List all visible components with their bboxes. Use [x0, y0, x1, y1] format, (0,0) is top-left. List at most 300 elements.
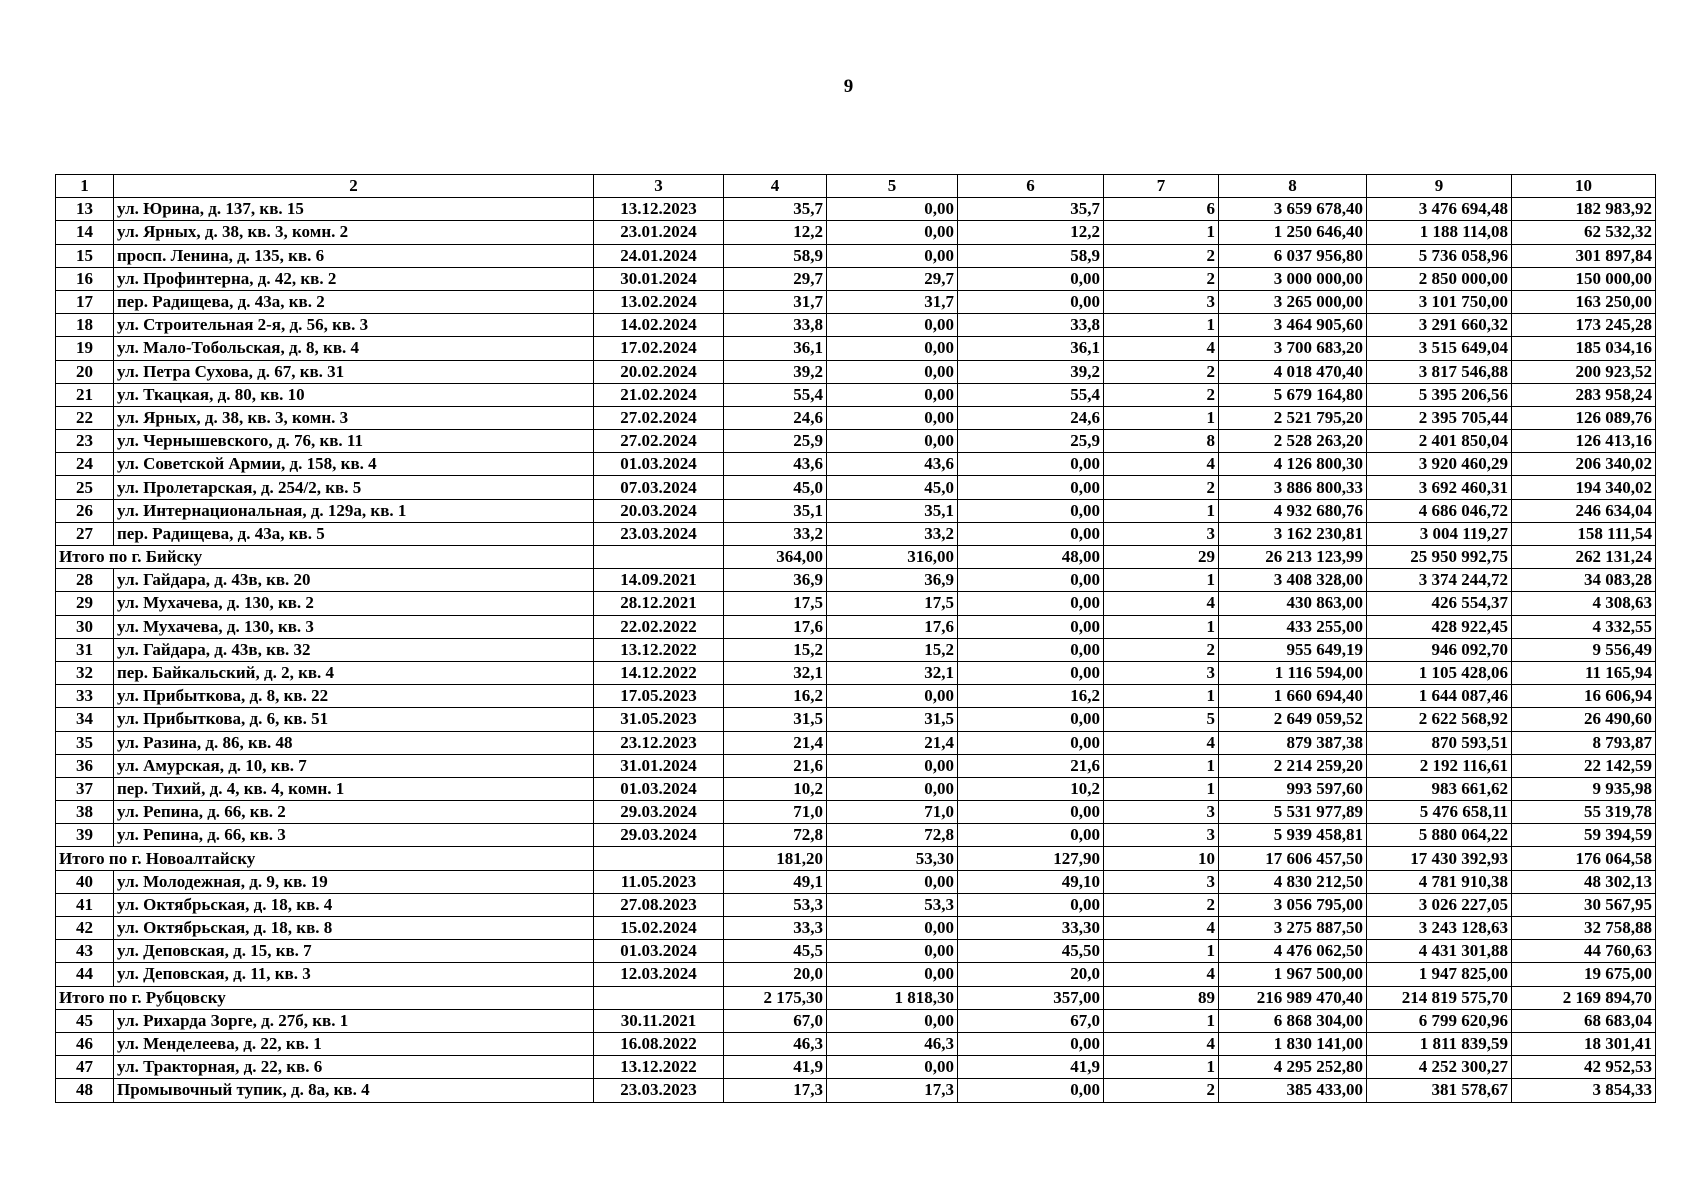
column-header: 6	[958, 175, 1104, 198]
amount-col9-cell: 4 431 301,88	[1367, 940, 1512, 963]
amount-col9-cell: 983 661,62	[1367, 777, 1512, 800]
address-cell: ул. Молодежная, д. 9, кв. 19	[114, 870, 594, 893]
row-number-cell: 42	[56, 917, 114, 940]
amount-col9-cell: 426 554,37	[1367, 592, 1512, 615]
date-cell: 30.01.2024	[594, 267, 724, 290]
row-number-cell: 47	[56, 1056, 114, 1079]
column-header: 2	[114, 175, 594, 198]
table-row	[56, 893, 1656, 916]
count-cell: 2	[1104, 638, 1219, 661]
amount-col10-cell: 11 165,94	[1512, 661, 1656, 684]
count-cell: 1	[1104, 406, 1219, 429]
amount-col9-cell: 2 622 568,92	[1367, 708, 1512, 731]
area-col6-cell: 33,8	[958, 314, 1104, 337]
area-total-cell: 72,8	[724, 824, 827, 847]
amount-col8-cell: 4 295 252,80	[1219, 1056, 1367, 1079]
count-cell: 2	[1104, 244, 1219, 267]
area-col6-cell: 67,0	[958, 1009, 1104, 1032]
address-cell: ул. Деповская, д. 11, кв. 3	[114, 963, 594, 986]
address-cell: ул. Петра Сухова, д. 67, кв. 31	[114, 360, 594, 383]
area-col6-cell: 0,00	[958, 267, 1104, 290]
table-row	[56, 290, 1656, 313]
amount-col9-cell: 3 291 660,32	[1367, 314, 1512, 337]
area-total-cell: 35,7	[724, 198, 827, 221]
date-cell: 17.02.2024	[594, 337, 724, 360]
table-row	[56, 801, 1656, 824]
area-col6-cell: 0,00	[958, 569, 1104, 592]
amount-col10-cell: 68 683,04	[1512, 1009, 1656, 1032]
amount-col8-cell: 3 000 000,00	[1219, 267, 1367, 290]
count-cell: 3	[1104, 801, 1219, 824]
count-cell: 1	[1104, 1009, 1219, 1032]
area-col5-cell: 17,5	[827, 592, 958, 615]
count-cell: 8	[1104, 430, 1219, 453]
amount-col8-cell: 2 214 259,20	[1219, 754, 1367, 777]
table-row	[56, 406, 1656, 429]
date-cell: 31.01.2024	[594, 754, 724, 777]
amount-col10-cell: 185 034,16	[1512, 337, 1656, 360]
amount-col9-cell: 5 736 058,96	[1367, 244, 1512, 267]
address-cell: ул. Чернышевского, д. 76, кв. 11	[114, 430, 594, 453]
area-col6-cell: 0,00	[958, 290, 1104, 313]
address-cell: ул. Мало-Тобольская, д. 8, кв. 4	[114, 337, 594, 360]
table-row	[56, 569, 1656, 592]
table-body	[56, 175, 1656, 1103]
amount-col9-cell: 381 578,67	[1367, 1079, 1512, 1102]
amount-col9-cell: 1 947 825,00	[1367, 963, 1512, 986]
amount-col9-cell: 2 401 850,04	[1367, 430, 1512, 453]
amount-col9-cell: 4 781 910,38	[1367, 870, 1512, 893]
column-number-header-row	[56, 175, 1656, 198]
amount-col10-cell: 18 301,41	[1512, 1032, 1656, 1055]
area-total-cell: 21,4	[724, 731, 827, 754]
subtotal-amount-col9: 25 950 992,75	[1367, 546, 1512, 569]
row-number-cell: 39	[56, 824, 114, 847]
area-col5-cell: 0,00	[827, 870, 958, 893]
address-cell: ул. Гайдара, д. 43в, кв. 20	[114, 569, 594, 592]
row-number-cell: 27	[56, 522, 114, 545]
area-col6-cell: 0,00	[958, 801, 1104, 824]
row-number-cell: 20	[56, 360, 114, 383]
area-col6-cell: 36,1	[958, 337, 1104, 360]
date-cell: 30.11.2021	[594, 1009, 724, 1032]
area-col6-cell: 24,6	[958, 406, 1104, 429]
subtotal-row	[56, 986, 1656, 1009]
count-cell: 1	[1104, 499, 1219, 522]
subtotal-count: 10	[1104, 847, 1219, 870]
table-row	[56, 870, 1656, 893]
table-row	[56, 824, 1656, 847]
address-cell: ул. Пролетарская, д. 254/2, кв. 5	[114, 476, 594, 499]
area-col5-cell: 53,3	[827, 893, 958, 916]
count-cell: 2	[1104, 893, 1219, 916]
column-header: 5	[827, 175, 958, 198]
row-number-cell: 15	[56, 244, 114, 267]
amount-col10-cell: 55 319,78	[1512, 801, 1656, 824]
amount-col10-cell: 4 308,63	[1512, 592, 1656, 615]
date-cell: 31.05.2023	[594, 708, 724, 731]
amount-col9-cell: 870 593,51	[1367, 731, 1512, 754]
row-number-cell: 40	[56, 870, 114, 893]
date-cell: 01.03.2024	[594, 940, 724, 963]
row-number-cell: 14	[56, 221, 114, 244]
area-col5-cell: 71,0	[827, 801, 958, 824]
amount-col10-cell: 194 340,02	[1512, 476, 1656, 499]
date-cell: 07.03.2024	[594, 476, 724, 499]
amount-col9-cell: 1 644 087,46	[1367, 685, 1512, 708]
amount-col10-cell: 9 935,98	[1512, 777, 1656, 800]
row-number-cell: 28	[56, 569, 114, 592]
area-total-cell: 10,2	[724, 777, 827, 800]
address-cell: ул. Интернациональная, д. 129а, кв. 1	[114, 499, 594, 522]
row-number-cell: 41	[56, 893, 114, 916]
count-cell: 3	[1104, 824, 1219, 847]
amount-col10-cell: 48 302,13	[1512, 870, 1656, 893]
table-row	[56, 708, 1656, 731]
count-cell: 3	[1104, 870, 1219, 893]
subtotal-area-col6: 48,00	[958, 546, 1104, 569]
subtotal-amount-col9: 214 819 575,70	[1367, 986, 1512, 1009]
amount-col8-cell: 993 597,60	[1219, 777, 1367, 800]
address-cell: ул. Ярных, д. 38, кв. 3, комн. 3	[114, 406, 594, 429]
table-row	[56, 917, 1656, 940]
date-cell: 23.03.2023	[594, 1079, 724, 1102]
date-cell: 27.02.2024	[594, 430, 724, 453]
amount-col9-cell: 3 476 694,48	[1367, 198, 1512, 221]
address-cell: пер. Тихий, д. 4, кв. 4, комн. 1	[114, 777, 594, 800]
amount-col10-cell: 150 000,00	[1512, 267, 1656, 290]
column-header: 1	[56, 175, 114, 198]
amount-col9-cell: 2 850 000,00	[1367, 267, 1512, 290]
amount-col8-cell: 1 967 500,00	[1219, 963, 1367, 986]
amount-col9-cell: 2 395 705,44	[1367, 406, 1512, 429]
area-col5-cell: 0,00	[827, 917, 958, 940]
amount-col10-cell: 3 854,33	[1512, 1079, 1656, 1102]
row-number-cell: 32	[56, 661, 114, 684]
row-number-cell: 26	[56, 499, 114, 522]
area-col6-cell: 0,00	[958, 615, 1104, 638]
count-cell: 3	[1104, 290, 1219, 313]
area-total-cell: 39,2	[724, 360, 827, 383]
area-total-cell: 67,0	[724, 1009, 827, 1032]
subtotal-area-col5: 316,00	[827, 546, 958, 569]
count-cell: 2	[1104, 1079, 1219, 1102]
amount-col9-cell: 4 252 300,27	[1367, 1056, 1512, 1079]
address-cell: ул. Юрина, д. 137, кв. 15	[114, 198, 594, 221]
amount-col9-cell: 3 920 460,29	[1367, 453, 1512, 476]
amount-col9-cell: 3 817 546,88	[1367, 360, 1512, 383]
amount-col10-cell: 301 897,84	[1512, 244, 1656, 267]
area-col6-cell: 0,00	[958, 453, 1104, 476]
area-col5-cell: 0,00	[827, 1009, 958, 1032]
date-cell: 27.02.2024	[594, 406, 724, 429]
area-col5-cell: 32,1	[827, 661, 958, 684]
area-total-cell: 35,1	[724, 499, 827, 522]
area-total-cell: 31,5	[724, 708, 827, 731]
area-total-cell: 25,9	[724, 430, 827, 453]
area-col5-cell: 0,00	[827, 406, 958, 429]
table-row	[56, 337, 1656, 360]
date-cell: 13.12.2022	[594, 1056, 724, 1079]
amount-col10-cell: 163 250,00	[1512, 290, 1656, 313]
area-total-cell: 46,3	[724, 1032, 827, 1055]
area-total-cell: 17,3	[724, 1079, 827, 1102]
area-col6-cell: 25,9	[958, 430, 1104, 453]
date-cell: 29.03.2024	[594, 801, 724, 824]
address-cell: пер. Радищева, д. 43а, кв. 5	[114, 522, 594, 545]
amount-col8-cell: 3 408 328,00	[1219, 569, 1367, 592]
amount-col9-cell: 6 799 620,96	[1367, 1009, 1512, 1032]
area-total-cell: 15,2	[724, 638, 827, 661]
row-number-cell: 31	[56, 638, 114, 661]
area-col6-cell: 58,9	[958, 244, 1104, 267]
amount-col8-cell: 3 464 905,60	[1219, 314, 1367, 337]
date-cell: 20.03.2024	[594, 499, 724, 522]
amount-col9-cell: 3 515 649,04	[1367, 337, 1512, 360]
area-col6-cell: 41,9	[958, 1056, 1104, 1079]
column-header: 4	[724, 175, 827, 198]
area-total-cell: 55,4	[724, 383, 827, 406]
date-cell: 20.02.2024	[594, 360, 724, 383]
amount-col10-cell: 30 567,95	[1512, 893, 1656, 916]
subtotal-row	[56, 546, 1656, 569]
area-col5-cell: 0,00	[827, 198, 958, 221]
amount-col8-cell: 4 018 470,40	[1219, 360, 1367, 383]
table-row	[56, 963, 1656, 986]
date-cell: 13.02.2024	[594, 290, 724, 313]
address-cell: ул. Деповская, д. 15, кв. 7	[114, 940, 594, 963]
date-cell: 22.02.2022	[594, 615, 724, 638]
area-total-cell: 20,0	[724, 963, 827, 986]
subtotal-area-total: 2 175,30	[724, 986, 827, 1009]
date-cell: 21.02.2024	[594, 383, 724, 406]
amount-col8-cell: 3 886 800,33	[1219, 476, 1367, 499]
address-cell: ул. Тракторная, д. 22, кв. 6	[114, 1056, 594, 1079]
row-number-cell: 34	[56, 708, 114, 731]
area-col6-cell: 0,00	[958, 592, 1104, 615]
address-cell: ул. Амурская, д. 10, кв. 7	[114, 754, 594, 777]
amount-col8-cell: 5 679 164,80	[1219, 383, 1367, 406]
amount-col10-cell: 126 089,76	[1512, 406, 1656, 429]
amount-col9-cell: 5 880 064,22	[1367, 824, 1512, 847]
table-row	[56, 777, 1656, 800]
area-total-cell: 41,9	[724, 1056, 827, 1079]
address-cell: ул. Профинтерна, д. 42, кв. 2	[114, 267, 594, 290]
subtotal-area-col5: 1 818,30	[827, 986, 958, 1009]
amount-col10-cell: 246 634,04	[1512, 499, 1656, 522]
row-number-cell: 13	[56, 198, 114, 221]
amount-col10-cell: 26 490,60	[1512, 708, 1656, 731]
address-cell: пер. Радищева, д. 43а, кв. 2	[114, 290, 594, 313]
date-cell: 17.05.2023	[594, 685, 724, 708]
address-cell: ул. Строительная 2-я, д. 56, кв. 3	[114, 314, 594, 337]
area-total-cell: 33,8	[724, 314, 827, 337]
area-total-cell: 31,7	[724, 290, 827, 313]
address-cell: ул. Ярных, д. 38, кв. 3, комн. 2	[114, 221, 594, 244]
table-row	[56, 430, 1656, 453]
count-cell: 4	[1104, 1032, 1219, 1055]
amount-col8-cell: 433 255,00	[1219, 615, 1367, 638]
row-number-cell: 19	[56, 337, 114, 360]
amount-col8-cell: 1 830 141,00	[1219, 1032, 1367, 1055]
table-row	[56, 221, 1656, 244]
count-cell: 4	[1104, 453, 1219, 476]
table-row	[56, 453, 1656, 476]
subtotal-label: Итого по г. Бийску	[56, 546, 594, 569]
area-total-cell: 33,2	[724, 522, 827, 545]
subtotal-amount-col9: 17 430 392,93	[1367, 847, 1512, 870]
amount-col8-cell: 4 126 800,30	[1219, 453, 1367, 476]
area-col5-cell: 0,00	[827, 754, 958, 777]
subtotal-date	[594, 847, 724, 870]
area-col5-cell: 0,00	[827, 940, 958, 963]
area-col5-cell: 31,5	[827, 708, 958, 731]
area-col6-cell: 12,2	[958, 221, 1104, 244]
date-cell: 28.12.2021	[594, 592, 724, 615]
area-total-cell: 36,1	[724, 337, 827, 360]
column-header: 9	[1367, 175, 1512, 198]
area-col5-cell: 0,00	[827, 221, 958, 244]
amount-col10-cell: 206 340,02	[1512, 453, 1656, 476]
area-col6-cell: 35,7	[958, 198, 1104, 221]
area-col6-cell: 49,10	[958, 870, 1104, 893]
area-col6-cell: 21,6	[958, 754, 1104, 777]
subtotal-area-col6: 357,00	[958, 986, 1104, 1009]
row-number-cell: 17	[56, 290, 114, 313]
row-number-cell: 18	[56, 314, 114, 337]
column-header: 3	[594, 175, 724, 198]
area-total-cell: 33,3	[724, 917, 827, 940]
amount-col9-cell: 3 692 460,31	[1367, 476, 1512, 499]
count-cell: 1	[1104, 754, 1219, 777]
row-number-cell: 43	[56, 940, 114, 963]
area-col5-cell: 17,3	[827, 1079, 958, 1102]
area-total-cell: 24,6	[724, 406, 827, 429]
address-cell: просп. Ленина, д. 135, кв. 6	[114, 244, 594, 267]
count-cell: 3	[1104, 661, 1219, 684]
subtotal-amount-col8: 216 989 470,40	[1219, 986, 1367, 1009]
area-col5-cell: 15,2	[827, 638, 958, 661]
row-number-cell: 48	[56, 1079, 114, 1102]
count-cell: 3	[1104, 522, 1219, 545]
row-number-cell: 16	[56, 267, 114, 290]
table-row	[56, 615, 1656, 638]
area-col6-cell: 10,2	[958, 777, 1104, 800]
amount-col9-cell: 5 476 658,11	[1367, 801, 1512, 824]
area-col6-cell: 33,30	[958, 917, 1104, 940]
table-row	[56, 940, 1656, 963]
area-col6-cell: 0,00	[958, 824, 1104, 847]
count-cell: 2	[1104, 383, 1219, 406]
amount-col10-cell: 283 958,24	[1512, 383, 1656, 406]
area-col5-cell: 36,9	[827, 569, 958, 592]
address-cell: ул. Прибыткова, д. 8, кв. 22	[114, 685, 594, 708]
area-col5-cell: 29,7	[827, 267, 958, 290]
area-col5-cell: 0,00	[827, 314, 958, 337]
amount-col9-cell: 428 922,45	[1367, 615, 1512, 638]
count-cell: 4	[1104, 337, 1219, 360]
amount-col10-cell: 62 532,32	[1512, 221, 1656, 244]
count-cell: 1	[1104, 314, 1219, 337]
table-row	[56, 1032, 1656, 1055]
amount-col8-cell: 6 037 956,80	[1219, 244, 1367, 267]
amount-col8-cell: 6 868 304,00	[1219, 1009, 1367, 1032]
amount-col8-cell: 3 659 678,40	[1219, 198, 1367, 221]
table-row	[56, 1056, 1656, 1079]
count-cell: 4	[1104, 731, 1219, 754]
row-number-cell: 45	[56, 1009, 114, 1032]
table-row	[56, 638, 1656, 661]
row-number-cell: 33	[56, 685, 114, 708]
subtotal-label: Итого по г. Новоалтайску	[56, 847, 594, 870]
count-cell: 1	[1104, 777, 1219, 800]
date-cell: 13.12.2023	[594, 198, 724, 221]
count-cell: 1	[1104, 1056, 1219, 1079]
amount-col8-cell: 3 056 795,00	[1219, 893, 1367, 916]
row-number-cell: 38	[56, 801, 114, 824]
count-cell: 6	[1104, 198, 1219, 221]
amount-col10-cell: 59 394,59	[1512, 824, 1656, 847]
amount-col10-cell: 158 111,54	[1512, 522, 1656, 545]
amount-col8-cell: 955 649,19	[1219, 638, 1367, 661]
count-cell: 4	[1104, 592, 1219, 615]
area-total-cell: 17,6	[724, 615, 827, 638]
count-cell: 1	[1104, 940, 1219, 963]
subtotal-area-total: 181,20	[724, 847, 827, 870]
count-cell: 1	[1104, 221, 1219, 244]
subtotal-amount-col10: 262 131,24	[1512, 546, 1656, 569]
amount-col8-cell: 2 521 795,20	[1219, 406, 1367, 429]
amount-col8-cell: 5 531 977,89	[1219, 801, 1367, 824]
amount-col8-cell: 385 433,00	[1219, 1079, 1367, 1102]
date-cell: 01.03.2024	[594, 777, 724, 800]
date-cell: 24.01.2024	[594, 244, 724, 267]
subtotal-count: 29	[1104, 546, 1219, 569]
date-cell: 01.03.2024	[594, 453, 724, 476]
area-total-cell: 71,0	[724, 801, 827, 824]
row-number-cell: 22	[56, 406, 114, 429]
area-col5-cell: 21,4	[827, 731, 958, 754]
amount-col10-cell: 126 413,16	[1512, 430, 1656, 453]
area-col6-cell: 0,00	[958, 731, 1104, 754]
area-col6-cell: 0,00	[958, 522, 1104, 545]
amount-col9-cell: 3 101 750,00	[1367, 290, 1512, 313]
column-header: 8	[1219, 175, 1367, 198]
table-row	[56, 267, 1656, 290]
amount-col10-cell: 16 606,94	[1512, 685, 1656, 708]
address-cell: ул. Репина, д. 66, кв. 2	[114, 801, 594, 824]
area-col5-cell: 17,6	[827, 615, 958, 638]
subtotal-row	[56, 847, 1656, 870]
amount-col8-cell: 3 700 683,20	[1219, 337, 1367, 360]
address-cell: ул. Мухачева, д. 130, кв. 2	[114, 592, 594, 615]
address-cell: ул. Октябрьская, д. 18, кв. 4	[114, 893, 594, 916]
date-cell: 13.12.2022	[594, 638, 724, 661]
date-cell: 14.12.2022	[594, 661, 724, 684]
count-cell: 2	[1104, 360, 1219, 383]
area-col5-cell: 0,00	[827, 360, 958, 383]
subtotal-amount-col10: 2 169 894,70	[1512, 986, 1656, 1009]
table-row	[56, 661, 1656, 684]
row-number-cell: 37	[56, 777, 114, 800]
amount-col9-cell: 3 243 128,63	[1367, 917, 1512, 940]
count-cell: 1	[1104, 615, 1219, 638]
table-row	[56, 754, 1656, 777]
column-header: 10	[1512, 175, 1656, 198]
row-number-cell: 21	[56, 383, 114, 406]
address-cell: ул. Рихарда Зорге, д. 27б, кв. 1	[114, 1009, 594, 1032]
address-cell: ул. Советской Армии, д. 158, кв. 4	[114, 453, 594, 476]
